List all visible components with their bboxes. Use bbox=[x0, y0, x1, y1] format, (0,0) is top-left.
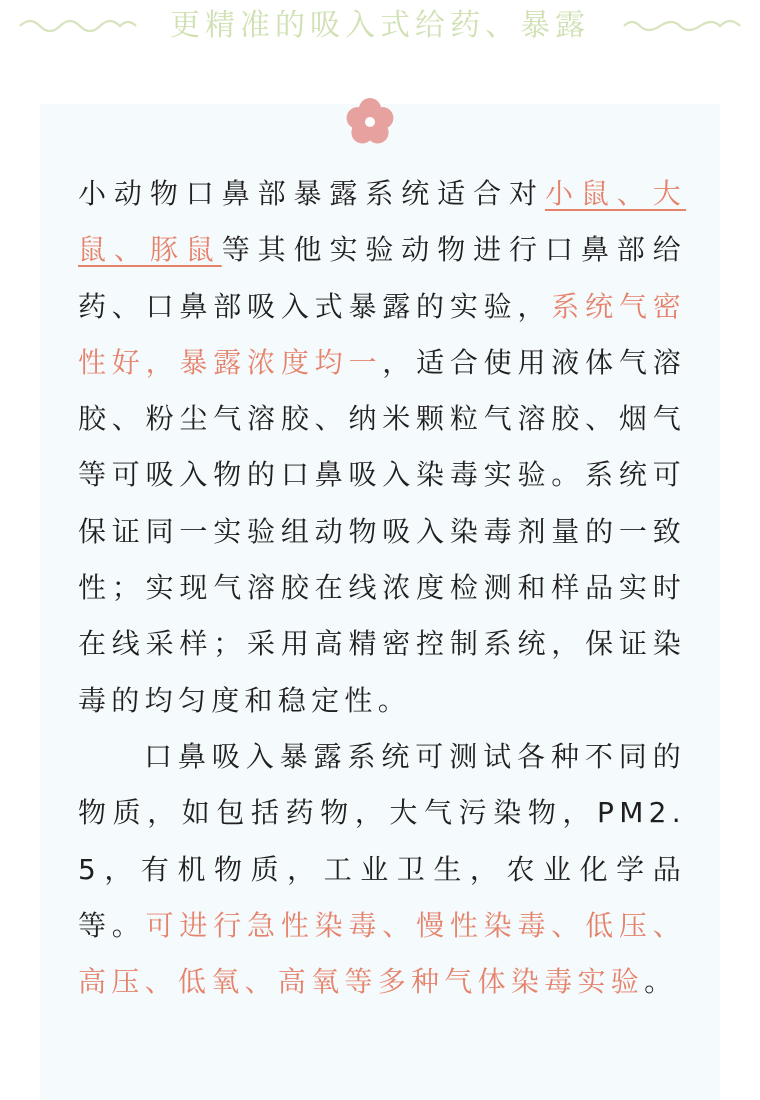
article-body bbox=[78, 166, 686, 1010]
paragraph-1 bbox=[78, 166, 686, 729]
text-span: 。 bbox=[644, 965, 678, 999]
animal-types-link[interactable]: 小鼠、大鼠、豚鼠 bbox=[78, 177, 687, 267]
right-wave-ornament bbox=[622, 14, 742, 34]
highlight-airtightness: 系统气密性好，暴露浓度均一 bbox=[78, 289, 686, 379]
flower-icon bbox=[344, 96, 396, 148]
section-header bbox=[0, 0, 760, 56]
paragraph-2 bbox=[78, 729, 686, 1010]
text-span: 等其他实验动物进行口鼻部给药、口鼻部吸入式暴露的实验， bbox=[78, 233, 687, 323]
text-span: ，适合使用液体气溶胶、粉尘气溶胶、纳米颗粒气溶胶、烟气等可吸入物的口鼻吸入染毒实验。系统可保证同一实验组动物吸入染毒剂量的一致性；实现气溶胶在线浓度检测和样品实时在线采样；采用高精密控制系统，保证染毒的均匀度和稳定性。 bbox=[78, 345, 687, 717]
text-span: 口鼻吸入暴露系统可测试各种不同的物质，如包括药物，大气污染物，PM2.5，有机物质，工业卫生，农业化学品等。 bbox=[78, 739, 686, 942]
text-span: 小动物口鼻部暴露系统适合对 bbox=[78, 177, 545, 210]
section-title: 更精准的吸入式给药、暴露 bbox=[170, 8, 590, 43]
highlight-test-types: 可进行急性染毒、慢性染毒、低压、高压、低氧、高氧等多种气体染毒实验 bbox=[78, 908, 686, 999]
